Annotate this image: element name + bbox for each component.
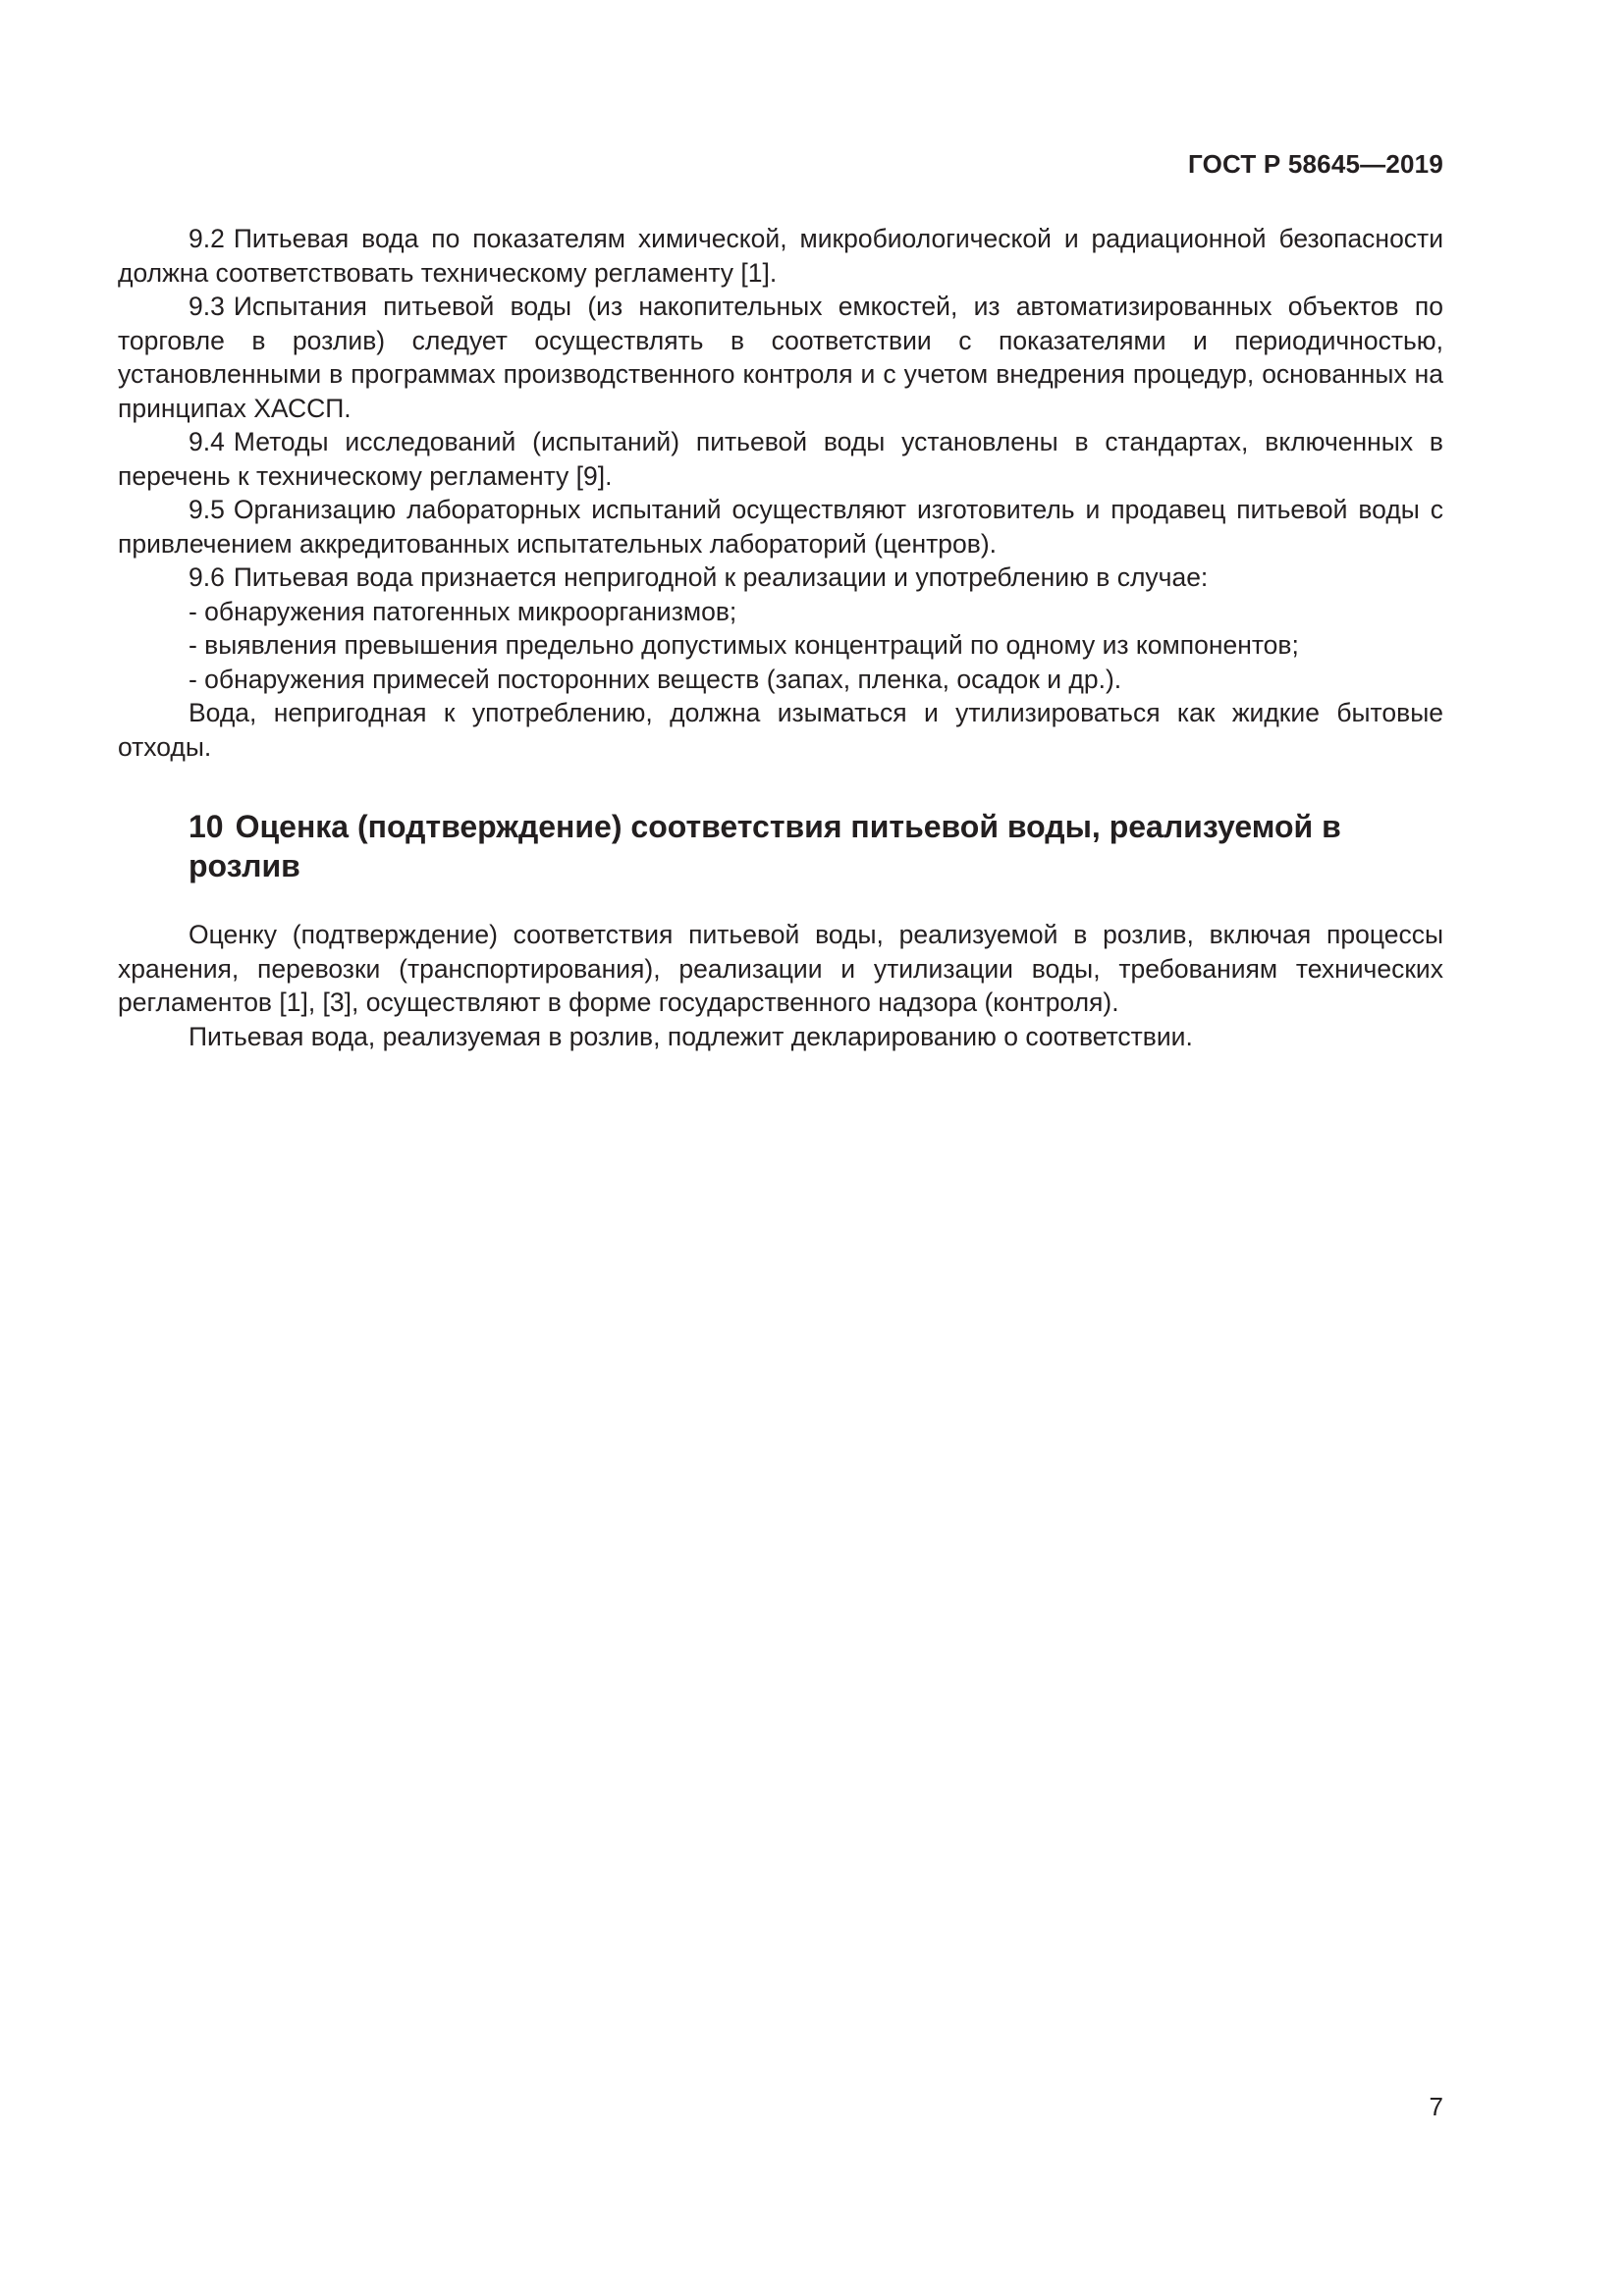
paragraph-text: Испытания питьевой воды (из накопительных емкостей, из автоматизированных объектов по торговле в розлив) следует осуществлять в соответствии с показателями и периодичностью, установленными в программах производственного контроля и с учетом внедрения процедур, основанных на принципах ХАССП. — [118, 292, 1443, 423]
section-heading — [189, 807, 1367, 885]
paragraph-number: 9.4 — [189, 427, 225, 456]
paragraph-9-5 — [118, 493, 1443, 561]
list-item: - выявления превышения предельно допустимых концентраций по одному из компонентов; — [189, 630, 1299, 660]
paragraph-text: Организацию лабораторных испытаний осуществляют изготовитель и продавец питьевой воды с привлечением аккредитованных испытательных лабораторий (центров). — [118, 495, 1443, 559]
paragraph-9-4 — [118, 425, 1443, 493]
paragraph-9-3 — [118, 290, 1443, 425]
page-number: 7 — [1429, 2092, 1443, 2121]
document-body — [118, 222, 1443, 1053]
paragraph-9-2 — [118, 222, 1443, 290]
paragraph-text: Питьевая вода признается непригодной к реализации и употреблению в случае: — [233, 562, 1209, 592]
paragraph-9-6 — [118, 561, 1443, 595]
standard-code-header: ГОСТ Р 58645—2019 — [1188, 149, 1443, 179]
section-title-text: Оценка (подтверждение) соответствия питьевой воды, реализуемой в розлив — [189, 809, 1341, 883]
paragraph-number: 9.5 — [189, 495, 225, 524]
paragraph-9-6-conclusion: Вода, непригодная к употреблению, должна изыматься и утилизироваться как жидкие бытовые отходы. — [118, 698, 1443, 762]
paragraph-text: Методы исследований (испытаний) питьевой воды установлены в стандартах, включенных в перечень к техническому регламенту [9]. — [118, 427, 1443, 491]
paragraph-number: 9.2 — [189, 224, 225, 253]
section-10-paragraph-1: Оценку (подтверждение) соответствия питьевой воды, реализуемой в розлив, включая процессы хранения, перевозки (транспортирования), реализации и утилизации воды, требованиям технических регламентов [1], [3], осуществляют в форме государственного надзора (контроля). — [118, 920, 1443, 1017]
section-10-body — [118, 918, 1443, 1053]
paragraph-number: 9.6 — [189, 562, 225, 592]
paragraph-number: 9.3 — [189, 292, 225, 321]
list-item: - обнаружения патогенных микроорганизмов; — [189, 596, 737, 626]
list-item: - обнаружения примесей посторонних веществ (запах, пленка, осадок и др.). — [189, 664, 1122, 694]
section-10-paragraph-2: Питьевая вода, реализуемая в розлив, подлежит декларированию о соответствии. — [189, 1021, 1193, 1051]
paragraph-text: Питьевая вода по показателям химической, микробиологической и радиационной безопасности должна соответствовать техническому регламенту [1]. — [118, 224, 1443, 288]
section-number: 10 — [189, 809, 224, 844]
